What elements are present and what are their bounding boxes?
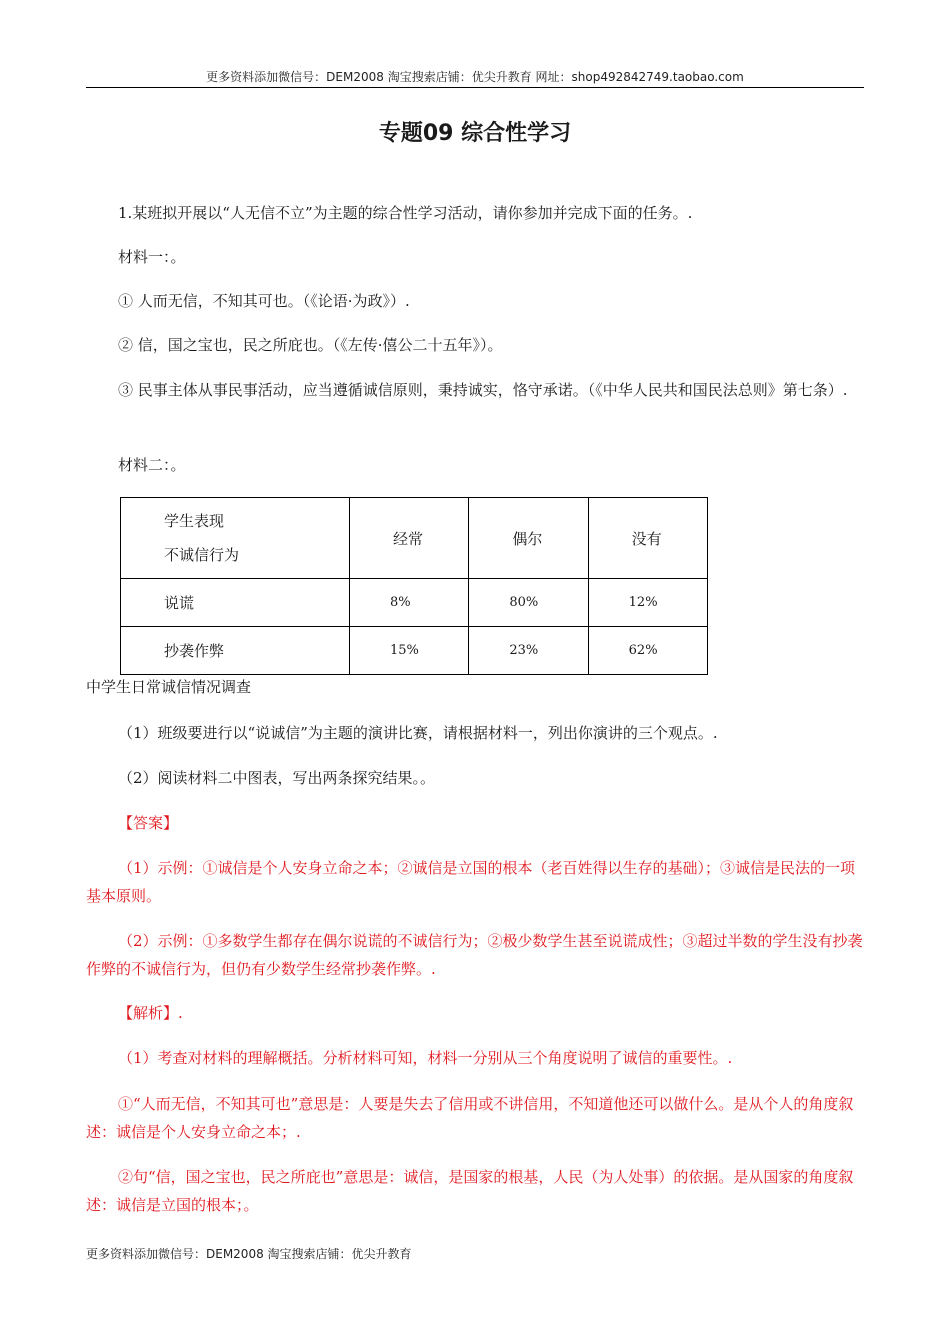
table-cell: 8% bbox=[350, 579, 469, 627]
header-rule bbox=[86, 87, 864, 88]
table-cell: 15% bbox=[350, 627, 469, 675]
question-intro: 1.某班拟开展以“人无信不立”为主题的综合性学习活动，请你参加并完成下面的任务。. bbox=[118, 204, 693, 222]
analysis-1: （1）考查对材料的理解概括。分析材料可知，材料一分别从三个角度说明了诚信的重要性。. bbox=[118, 1049, 733, 1067]
corner-bottom-label: 不诚信行为 bbox=[164, 546, 240, 564]
table-cell: 23% bbox=[469, 627, 588, 675]
table-row bbox=[121, 579, 708, 627]
table-row bbox=[121, 627, 708, 675]
task-1: （1）班级要进行以“说诚信”为主题的演讲比赛，请根据材料一，列出你演讲的三个观点。. bbox=[118, 724, 718, 742]
material1-item-2: ② 信，国之宝也，民之所庇也。（《左传·僖公二十五年》）。 bbox=[118, 336, 503, 354]
table-header-row bbox=[121, 498, 708, 579]
survey-table bbox=[120, 497, 708, 675]
table-cell: 12% bbox=[588, 579, 707, 627]
column-header: 没有 bbox=[588, 498, 707, 579]
row-label: 说谎 bbox=[121, 579, 350, 627]
analysis-3: ②句“信，国之宝也，民之所庇也”意思是：诚信，是国家的根基，人民（为人处事）的依据。是从国家的角度叙述：诚信是立国的根本；。 bbox=[86, 1168, 854, 1214]
table-caption: 中学生日常诚信情况调查 bbox=[86, 678, 252, 696]
row-label: 抄袭作弊 bbox=[121, 627, 350, 675]
table-corner-cell bbox=[121, 498, 350, 579]
corner-top-label: 学生表现 bbox=[164, 512, 225, 530]
material1-item-3: ③ 民事主体从事民事活动，应当遵循诚信原则，秉持诚实，恪守承诺。（《中华人民共和国民法总则》第七条）. bbox=[118, 381, 848, 399]
answer-2: （2）示例：①多数学生都存在偶尔说谎的不诚信行为；②极少数学生甚至说谎成性；③超过半数的学生没有抄袭作弊的不诚信行为，但仍有少数学生经常抄袭作弊。. bbox=[86, 932, 863, 978]
column-header: 偶尔 bbox=[469, 498, 588, 579]
table-cell: 62% bbox=[588, 627, 707, 675]
material1-item-1: ① 人而无信，不知其可也。（《论语·为政》）. bbox=[118, 292, 410, 310]
answer-label: 【答案】 bbox=[118, 814, 179, 832]
column-header: 经常 bbox=[350, 498, 469, 579]
page-footer: 更多资料添加微信号：DEM2008 淘宝搜索店铺：优尖升教育 bbox=[86, 1247, 412, 1261]
task-2: （2）阅读材料二中图表，写出两条探究结果。。 bbox=[118, 769, 436, 787]
material2-label: 材料二：。 bbox=[118, 456, 186, 474]
analysis-label: 【解析】. bbox=[118, 1004, 183, 1022]
page-header: 更多资料添加微信号：DEM2008 淘宝搜索店铺：优尖升教育 网址：shop492842749.taobao.com bbox=[206, 70, 744, 84]
analysis-2: ①“人而无信，不知其可也”意思是：人要是失去了信用或不讲信用，不知道他还可以做什么。是从个人的角度叙述：诚信是个人安身立命之本；. bbox=[86, 1095, 854, 1141]
table-cell: 80% bbox=[469, 579, 588, 627]
material1-label: 材料一：。 bbox=[118, 248, 186, 266]
answer-1: （1）示例：①诚信是个人安身立命之本；②诚信是立国的根本（老百姓得以生存的基础）；③诚信是民法的一项基本原则。 bbox=[86, 859, 856, 905]
page-title: 专题09 综合性学习 bbox=[378, 121, 572, 146]
